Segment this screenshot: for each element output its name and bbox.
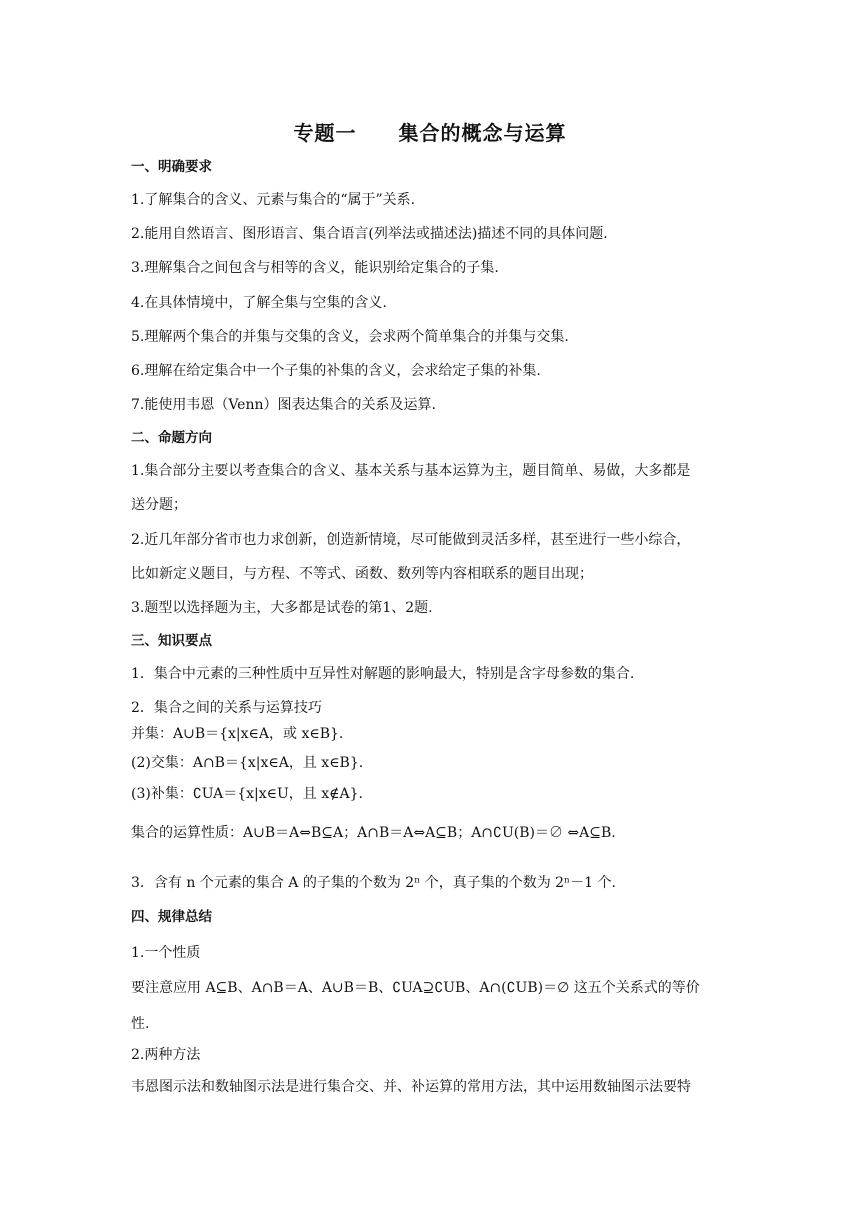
list-item: 1.了解集合的含义、元素与集合的“属于”关系. <box>131 192 416 208</box>
list-item: 韦恩图示法和数轴图示法是进行集合交、并、补运算的常用方法，其中运用数轴图示法要特 <box>131 1079 691 1095</box>
list-item: 6.理解在给定集合中一个子集的补集的含义，会求给定子集的补集. <box>131 363 541 379</box>
list-item: 7.能使用韦恩（Venn）图表达集合的关系及运算. <box>131 397 436 413</box>
page-title: 专题一 集合的概念与运算 <box>293 121 567 145</box>
formula-union: 并集：A∪B＝{x|x∈A，或 x∈B}. <box>131 726 344 742</box>
list-item: 性. <box>131 1016 150 1032</box>
list-item: 比如新定义题目，与方程、不等式、函数、数列等内容相联系的题目出现； <box>131 566 593 582</box>
list-item: 1．集合中元素的三种性质中互异性对解题的影响最大，特别是含字母参数的集合. <box>131 666 635 682</box>
list-item: 送分题； <box>131 497 187 513</box>
list-item: 5.理解两个集合的并集与交集的含义，会求两个简单集合的并集与交集. <box>131 329 569 345</box>
list-item: 1.一个性质 <box>131 945 201 961</box>
list-item: 1.集合部分主要以考查集合的含义、基本关系与基本运算为主，题目简单、易做，大多都是 <box>131 463 691 479</box>
section-heading-requirements: 一、明确要求 <box>131 159 212 175</box>
formula-intersection: (2)交集：A∩B＝{x|x∈A，且 x∈B}. <box>131 755 364 771</box>
section-heading-directions: 二、命题方向 <box>131 430 212 446</box>
list-item: 4.在具体情境中，了解全集与空集的含义. <box>131 295 387 311</box>
list-item: 要注意应用 A⊆B、A∩B＝A、A∪B＝B、∁UA⊇∁UB、A∩(∁UB)＝∅ 这五个关系式的等价 <box>131 980 700 996</box>
formula-properties: 集合的运算性质：A∪B＝A⇔B⊆A；A∩B＝A⇔A⊆B；A∩∁U(B)＝∅ ⇔A⊆B. <box>131 825 616 841</box>
list-item: 2．集合之间的关系与运算技巧 <box>131 700 322 716</box>
section-heading-knowledge: 三、知识要点 <box>131 633 212 649</box>
list-item: 2.两种方法 <box>131 1047 201 1063</box>
section-heading-summary: 四、规律总结 <box>131 909 212 925</box>
list-item: 3.题型以选择题为主，大多都是试卷的第1、2题. <box>131 600 433 616</box>
list-item: 3.理解集合之间包含与相等的含义，能识别给定集合的子集. <box>131 260 499 276</box>
list-item: 2.近几年部分省市也力求创新，创造新情境，尽可能做到灵活多样，甚至进行一些小综合， <box>131 532 691 548</box>
list-item: 3．含有 n 个元素的集合 A 的子集的个数为 2ⁿ 个，真子集的个数为 2ⁿ－1 个. <box>131 875 616 891</box>
formula-complement: (3)补集：∁UA＝{x|x∈U，且 x∉A}. <box>131 786 363 802</box>
list-item: 2.能用自然语言、图形语言、集合语言(列举法或描述法)描述不同的具体问题. <box>131 226 608 242</box>
